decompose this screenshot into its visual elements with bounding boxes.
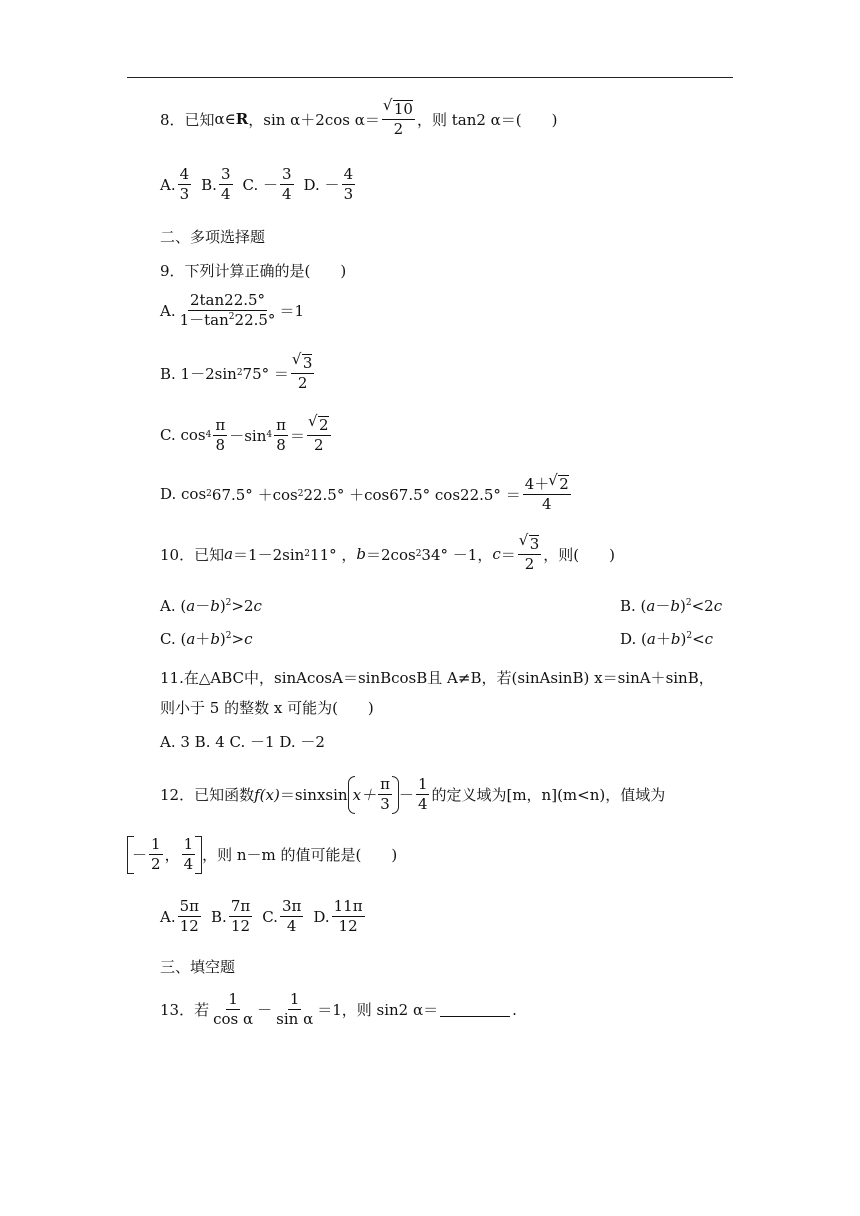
question-9: 9．下列计算正确的是( ) [160,262,347,280]
q8-options: A. $\frac{4}{3}$ B. $\frac{3}{4}$ C. － $\frac{3}{4}$ D. － $\frac{4}{3}$ [160,165,354,204]
q11-line-2: 则小于 5 的整数 x 可能为( ) [160,699,374,717]
q9-option-a: A. $\frac{2\tan 22.5^\circ}{1-\tan^222.5^\circ}$ ＝1 [160,291,304,330]
section-3-heading: 三、填空题 [160,958,236,976]
q12-range-line: － $\frac{1}{2}$ ， $\frac{1}{4}$ ，则 n－m 的值可能是( ) [127,836,740,874]
q12-range-bracket: － $\frac{1}{2}$ ， $\frac{1}{4}$ [127,836,202,874]
q12-option-d: D. [313,907,330,926]
q10-options-row-1 [160,595,740,616]
q10-options-row-2 [160,628,740,649]
q8-option-a: A. [160,175,176,194]
q12-options: A. $\frac{5\pi}{12}$ B. $\frac{7\pi}{12}$ C. $\frac{3\pi}{4}$ D. $\frac{11\pi}{12}$ [160,897,363,936]
q9-option-c: C. cos 4 $\frac{\pi}{8}$ －sin 4 $\frac{\pi}{8}$ ＝ √ $\frac{2}{2}$ [160,416,740,455]
q8-fraction: √ $\frac{10}{2}$ [382,100,415,139]
q10-option-d: D. $(a+b)^2<c$ [620,630,714,648]
q13-answer-blank[interactable] [440,1002,510,1017]
q10-option-a: A. $(a-b)^2>2c$ [160,597,262,615]
q12-option-a: A. [160,907,176,926]
q10-option-b: B. $(a-b)^2<2c$ [620,597,723,615]
q12-option-b: B. [211,907,227,926]
question-11: 11.在△ABC中，sinAcosA＝sinBcosB且 A≠B，若(sinAsinB) x＝sinA＋sinB， [160,669,714,687]
q9-option-b: B. 1－2sin 2 75° ＝ √ $\frac{3}{2}$ [160,354,740,393]
question-12: 12．已知函数 f(x) ＝sinxsin x＋ $\frac{\pi}{3}$ － $\frac{1}{4}$ 的定义域为[m，n](m<n)，值域为 [160,775,666,814]
q12-option-c: C. [262,907,278,926]
question-8 [160,100,740,139]
q8-real-set: R [235,110,249,129]
section-2-heading: 二、多项选择题 [160,228,266,246]
q8-option-c: C. － [242,176,278,195]
q12-paren-group: x＋ $\frac{\pi}{3}$ [348,776,399,814]
question-10: 10．已知 a ＝1－2sin 2 11° ， b ＝2cos 2 34° －1， c ＝ √ $\frac{3}{2}$ ，则( ) [160,535,740,574]
question-13: 13．若 $\frac{1}{\text{cos α}}$ － $\frac{1}{\text{sin α}}$ ＝1，则 sin2 α＝ . [160,990,517,1029]
q8-alpha-in: α∈ [214,110,236,129]
q8-label: 8．已知 [160,110,215,129]
header-rule [127,77,733,78]
q8-option-b: B. [201,175,217,194]
q9-option-d: D. cos 2 67.5° ＋cos 2 22.5° ＋cos67.5° cos22.5° ＝ $\frac{4+√ 2}{4}$ [160,475,740,514]
q10-option-c: C. $(a+b)^2>c$ [160,630,253,648]
q8-equation: ，sin α＋2cos α＝ [248,110,380,129]
q8-option-d: D. － [303,176,340,195]
q11-options: A. 3 B. 4 C. －1 D. －2 [160,733,325,751]
q8-tail: ，则 tan2 α＝( ) [416,110,558,129]
q8-radicand: √ 10 [393,100,413,118]
